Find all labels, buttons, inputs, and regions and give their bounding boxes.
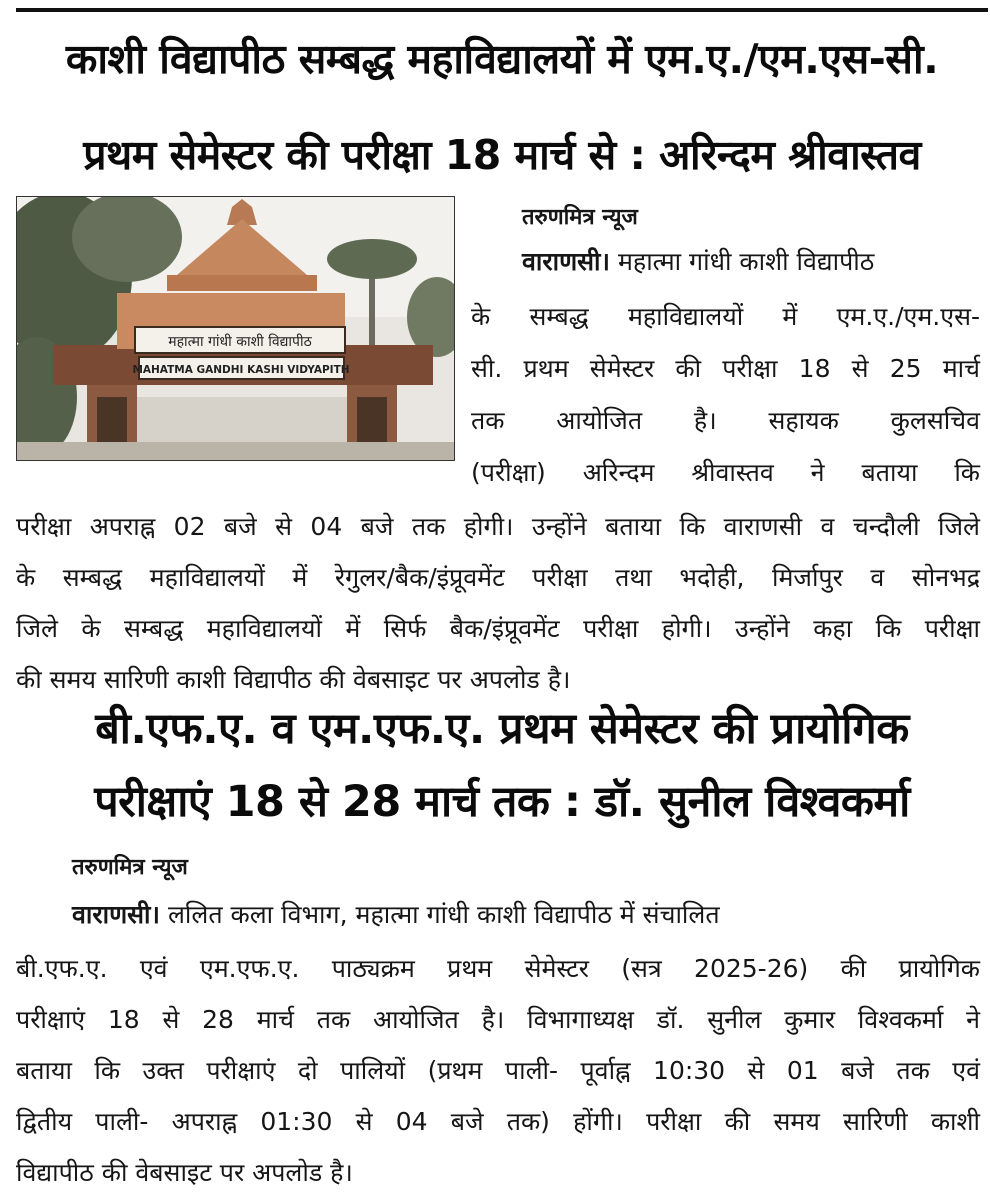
article2-headline-line2: परीक्षाएं 18 से 28 मार्च तक : डॉ. सुनील विश्वकर्मा (94, 777, 910, 827)
top-rule (16, 8, 988, 12)
article2-line-3: परीक्षाएं 18 से 28 मार्च तक आयोजित है। विभागाध्यक्ष डॉ. सुनील कुमार विश्वकर्मा ने (16, 1005, 980, 1034)
article2-dateline: वाराणसी। (72, 900, 161, 929)
gate-sign-hindi: महात्मा गांधी काशी विद्यापीठ (168, 334, 312, 350)
article1-line-9: की समय सारिणी काशी विद्यापीठ की वेबसाइट पर अपलोड है। (16, 665, 571, 694)
article1-headline-line1: काशी विद्यापीठ सम्बद्ध महाविद्यालयों में एम.ए./एम.एस-सी. (65, 35, 939, 83)
article2-line-4: बताया कि उक्त परीक्षाएं दो पालियों (प्रथम पाली- पूर्वाह्न 10:30 से 01 बजे तक एवं (16, 1056, 980, 1085)
article1-first-line (522, 247, 980, 277)
gate-sign-english: MAHATMA GANDHI KASHI VIDYAPITH (132, 364, 350, 376)
article1-line-8: जिले के सम्बद्ध महाविद्यालयों में सिर्फ बैक/इंप्रूवमेंट परीक्षा होगी। उन्होंने कहा कि परीक्षा (16, 614, 980, 643)
article1-dateline: वाराणसी। (522, 247, 611, 276)
article1-line-3: सी. प्रथम सेमेस्टर की परीक्षा 18 से 25 मार्च (471, 354, 980, 383)
article1-line-4: तक आयोजित है। सहायक कुलसचिव (471, 406, 980, 435)
article2-line-1: ललित कला विभाग, महात्मा गांधी काशी विद्यापीठ में संचालित (160, 900, 720, 929)
university-gate-photo (16, 196, 455, 461)
article2-byline: तरुणमित्र न्यूज (72, 855, 188, 880)
article1-line-6: परीक्षा अपराह्न 02 बजे से 04 बजे तक होगी। उन्होंने बताया कि वाराणसी व चन्दौली जिले (16, 512, 980, 541)
article1-line-2: के सम्बद्ध महाविद्यालयों में एम.ए./एम.एस- (471, 302, 980, 331)
article1-headline-line2: प्रथम सेमेस्टर की परीक्षा 18 मार्च से : अरिन्दम श्रीवास्तव (83, 131, 921, 179)
article1-line-7: के सम्बद्ध महाविद्यालयों में रेगुलर/बैक/इंप्रूवमेंट परीक्षा तथा भदोही, मिर्जापुर व सोनभद्र (16, 563, 980, 592)
article2-line-6: विद्यापीठ की वेबसाइट पर अपलोड है। (16, 1158, 353, 1187)
article1-line-1: महात्मा गांधी काशी विद्यापीठ (610, 247, 875, 276)
article2-line-2: बी.एफ.ए. एवं एम.एफ.ए. पाठ्यक्रम प्रथम सेमेस्टर (सत्र 2025-26) की प्रायोगिक (16, 954, 980, 983)
article2-first-line (72, 900, 980, 930)
article1-line-5: (परीक्षा) अरिन्दम श्रीवास्तव ने बताया कि (471, 458, 980, 487)
article1-byline: तरुणमित्र न्यूज (522, 205, 638, 230)
article2-line-5: द्वितीय पाली- अपराह्न 01:30 से 04 बजे तक) होंगी। परीक्षा की समय सारिणी काशी (16, 1107, 980, 1136)
article2-headline-line1: बी.एफ.ए. व एम.एफ.ए. प्रथम सेमेस्टर की प्रायोगिक (95, 704, 909, 754)
